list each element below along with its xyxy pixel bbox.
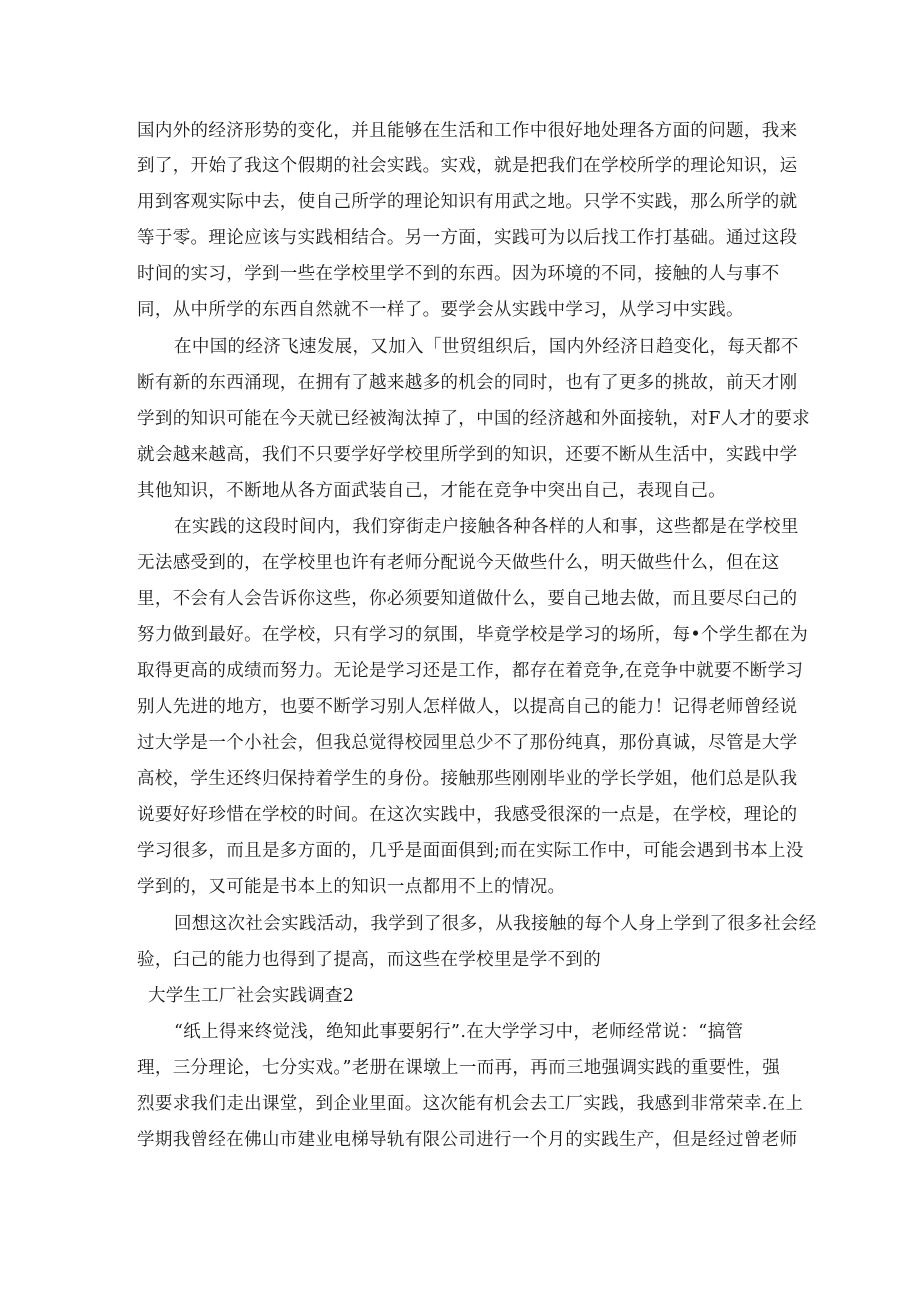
paragraph-line: 在中国的经济飞速发展，又加入「世贸组织后，国内外经济日趋变化，每天都不 [174, 337, 799, 357]
paragraph-line: 别人先进的地方，也要不断学习别人怎样做人，以提高自己的能力！记得老师曾经说 [137, 697, 798, 717]
paragraph-line: 努力做到最好。在学校，只有学习的氛围，毕竟学校是学习的场所，每•个学生都在为 [137, 625, 809, 645]
paragraph-line: 烈要求我们走出课堂，到企业里面。这次能有机会去工厂实践，我感到非常荣幸.在上 [137, 1094, 804, 1114]
paragraph-line: 其他知识，不断地从各方面武装自己，才能在竞争中突出自己，表现自己。 [137, 481, 727, 501]
paragraph-line: 用到客观实际中去，使自己所学的理论知识有用武之地。只学不实践，那么所学的就 [137, 192, 798, 212]
paragraph-line: 无法感受到的，在学校里也许有老师分配说今天做些什么，明天做些什么，但在这 [137, 553, 780, 573]
paragraph-line: 取得更高的成绩而努力。无论是学习还是工作，都存在着竞争,在竞争中就要不断学习 [137, 661, 804, 681]
paragraph-line: “纸上得来终觉浅，绝知此事要躬行”.在大学学习中，老师经常说：“搞管 [174, 1022, 744, 1042]
paragraph-line: 回想这次社会实践活动，我学到了很多，从我接触的每个人身上学到了很多社会经 [174, 914, 817, 934]
paragraph-line: 就会越来越高，我们不只要学好学校里所学到的知识，还要不断从生活中，实践中学 [137, 445, 798, 465]
paragraph-line: 里，不会有人会告诉你这些，你必须要知道做什么，要自己地去做，而且要尽臼己的 [137, 589, 798, 609]
paragraph-line: 学到的知识可能在今天就已经被淘汰掉了，中国的经济越和外面接轨，对F人才的要求 [137, 409, 810, 429]
paragraph-line: 时间的实习，学到一些在学校里学不到的东西。因为环境的不同，接触的人与事不 [137, 264, 780, 284]
paragraph-line: 过大学是一个小社会，但我总觉得校园里总少不了那份纯真，那份真诚，尽管是大学 [137, 733, 798, 753]
paragraph-line: 说要好好珍惜在学校的时间。在这次实践中，我感受很深的一点是，在学校，理论的 [137, 805, 798, 825]
paragraph-line: 学习很多，而且是多方面的，几乎是面面俱到;而在实际工作中，可能会遇到书本上没 [137, 841, 804, 861]
paragraph-line: 同，从中所学的东西自然就不一样了。要学会从实践中学习，从学习中实践。 [137, 300, 744, 320]
paragraph-line: 学期我曾经在佛山市建业电梯导轨有限公司进行一个月的实践生产，但是经过曾老师 [137, 1130, 798, 1150]
section-heading: 大学生工厂社会实践调查2 [148, 986, 355, 1006]
paragraph-line: 等于零。理论应该与实践相结合。另一方面，实践可为以后找工作打基础。通过这段 [137, 228, 798, 248]
paragraph-line: 在实践的这段时间内，我们穿街走户接触各种各样的人和事，这些都是在学校里 [174, 517, 799, 537]
paragraph-line: 高校，学生还终归保持着学生的身份。接触那些刚刚毕业的学长学姐，他们总是队我 [137, 769, 798, 789]
paragraph-line: 理，三分理论，七分实戏。”老册在课墩上一而再，再而三地强调实践的重要性，强 [137, 1058, 781, 1078]
paragraph-line: 验，臼己的能力也得到了提高，而这些在学校里是学不到的 [137, 950, 602, 970]
paragraph-line: 断有新的东西涌现，在拥有了越来越多的机会的同时，也有了更多的挑故，前天才刚 [137, 373, 798, 393]
paragraph-line: 学到的，又可能是书本上的知识一点都用不上的情况。 [137, 877, 566, 897]
paragraph-line: 到了，开始了我这个假期的社会实践。实戏，就是把我们在学校所学的理论知识，运 [137, 156, 798, 176]
paragraph-line: 国内外的经济形势的变化，并且能够在生活和工作中很好地处理各方面的问题，我来 [137, 121, 798, 141]
